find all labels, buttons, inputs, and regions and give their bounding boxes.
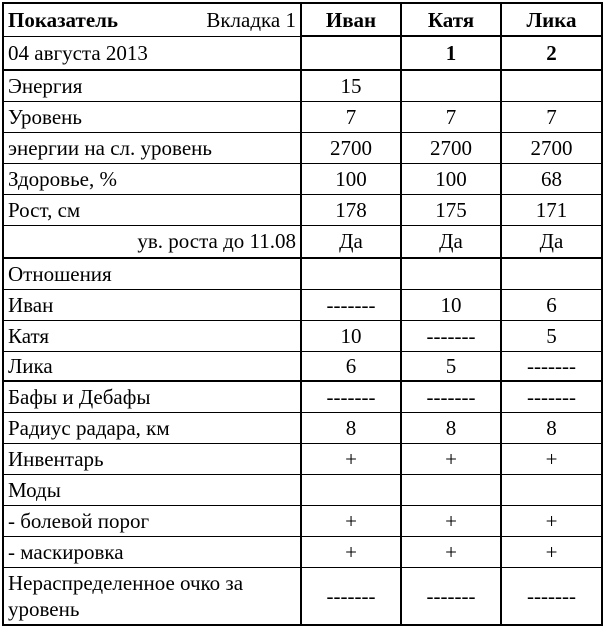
table-row (3, 567, 602, 625)
row-label: Моды (3, 474, 301, 505)
row-label: Катя (3, 320, 301, 351)
table-row (3, 412, 602, 443)
cell-lika (501, 474, 602, 505)
cell-ivan: 8 (301, 412, 401, 443)
cell-lika: 7 (501, 101, 602, 132)
cell-ivan: 2700 (301, 132, 401, 163)
cell-lika: 5 (501, 320, 602, 351)
cell-ivan: 100 (301, 163, 401, 194)
cell-katya: 175 (401, 194, 501, 225)
cell-ivan (301, 474, 401, 505)
cell-ivan (301, 258, 401, 289)
table-row (3, 132, 602, 163)
row-label: Уровень (3, 101, 301, 132)
cell-ivan: ------- (301, 567, 401, 625)
cell-ivan: + (301, 536, 401, 567)
row-label: Радиус радара, км (3, 412, 301, 443)
row-label: энергии на сл. уровень (3, 132, 301, 163)
cell-ivan: + (301, 505, 401, 536)
sub-ivan (301, 36, 401, 70)
cell-katya: 2700 (401, 132, 501, 163)
cell-katya (401, 258, 501, 289)
cell-katya: + (401, 443, 501, 474)
cell-lika: ------- (501, 351, 602, 381)
cell-katya: + (401, 536, 501, 567)
row-label: Здоровье, % (3, 163, 301, 194)
cell-lika: + (501, 443, 602, 474)
row-label: Бафы и Дебафы (3, 381, 301, 412)
cell-katya: 100 (401, 163, 501, 194)
cell-katya (401, 474, 501, 505)
cell-lika: 6 (501, 289, 602, 320)
cell-katya: 10 (401, 289, 501, 320)
cell-katya: Да (401, 225, 501, 258)
col-header-katya: Катя (401, 3, 501, 36)
cell-lika: 8 (501, 412, 602, 443)
cell-lika: 171 (501, 194, 602, 225)
cell-ivan: 10 (301, 320, 401, 351)
cell-ivan: 7 (301, 101, 401, 132)
cell-katya: 8 (401, 412, 501, 443)
col-header-ivan: Иван (301, 3, 401, 36)
cell-ivan: 178 (301, 194, 401, 225)
cell-katya: ------- (401, 381, 501, 412)
cell-ivan: ------- (301, 381, 401, 412)
cell-lika (501, 70, 602, 101)
row-label: - болевой порог (3, 505, 301, 536)
cell-katya (401, 70, 501, 101)
table-row (3, 101, 602, 132)
cell-lika: Да (501, 225, 602, 258)
table-row (3, 351, 602, 381)
table-row (3, 70, 602, 101)
table-row (3, 505, 602, 536)
row-label: Лика (3, 351, 301, 381)
cell-lika: ------- (501, 381, 602, 412)
subheader-row (3, 36, 602, 70)
cell-lika: + (501, 505, 602, 536)
table-row (3, 536, 602, 567)
table-row (3, 163, 602, 194)
cell-lika: + (501, 536, 602, 567)
row-label: ув. роста до 11.08 (3, 225, 301, 258)
date-cell: 04 августа 2013 (3, 36, 301, 70)
table-row (3, 258, 602, 289)
table-row (3, 225, 602, 258)
sub-lika: 2 (501, 36, 602, 70)
cell-lika: 68 (501, 163, 602, 194)
cell-ivan: 15 (301, 70, 401, 101)
row-label: Рост, см (3, 194, 301, 225)
cell-ivan: Да (301, 225, 401, 258)
cell-lika: ------- (501, 567, 602, 625)
header-title-cell (3, 3, 301, 36)
col-header-lika: Лика (501, 3, 602, 36)
table-row (3, 443, 602, 474)
header-row (3, 3, 602, 36)
cell-lika (501, 258, 602, 289)
cell-ivan: ------- (301, 289, 401, 320)
cell-ivan: 6 (301, 351, 401, 381)
row-label: Энергия (3, 70, 301, 101)
page-title: Показатель (8, 7, 119, 32)
cell-katya: 5 (401, 351, 501, 381)
sub-katya: 1 (401, 36, 501, 70)
table-row (3, 381, 602, 412)
tab-label: Вкладка 1 (206, 7, 296, 32)
table-row (3, 474, 602, 505)
row-label: Инвентарь (3, 443, 301, 474)
row-label: Иван (3, 289, 301, 320)
table-row (3, 320, 602, 351)
table-row (3, 194, 602, 225)
row-label: - маскировка (3, 536, 301, 567)
cell-katya: + (401, 505, 501, 536)
cell-katya: ------- (401, 320, 501, 351)
cell-katya: 7 (401, 101, 501, 132)
stats-table (2, 2, 603, 626)
cell-katya: ------- (401, 567, 501, 625)
cell-ivan: + (301, 443, 401, 474)
cell-lika: 2700 (501, 132, 602, 163)
row-label: Нераспределенное очко за уровень (3, 567, 301, 625)
table-row (3, 289, 602, 320)
row-label: Отношения (3, 258, 301, 289)
